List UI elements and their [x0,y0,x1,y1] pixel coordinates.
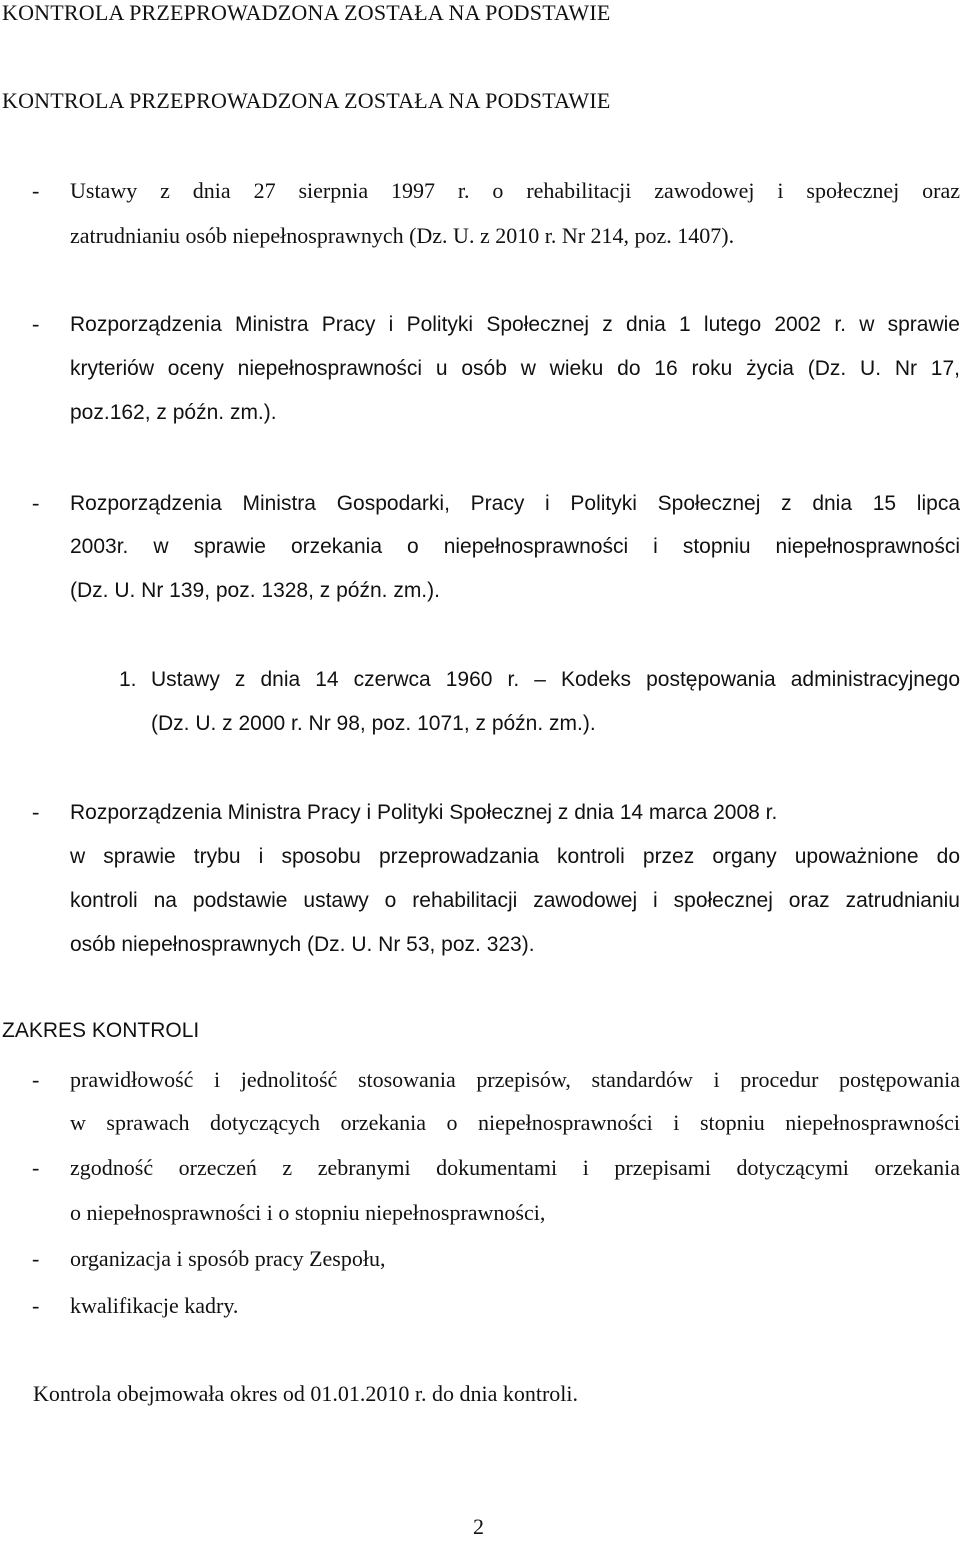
scope-4: kwalifikacje kadry. [70,1293,239,1318]
basis-2-line-2: kryteriów oceny niepełnosprawności u osób w wieku do 16 roku życia (Dz. U. Nr 17, [70,357,960,380]
basis-5-line-2: w sprawie trybu i sposobu przeprowadzania kontroli przez organy upoważnione do [70,845,960,868]
basis-3-line-2: 2003r. w sprawie orzekania o niepełnosprawności i stopniu niepełnosprawności [70,535,960,558]
header-title-1: KONTROLA PRZEPROWADZONA ZOSTAŁA NA PODSTAWIE [2,0,611,25]
basis-3-line-3: (Dz. U. Nr 139, poz. 1328, z późn. zm.). [70,579,440,602]
basis-4-line-1: Ustawy z dnia 14 czerwca 1960 r. – Kodeks postępowania administracyjnego [151,668,960,691]
basis-5-line-4: osób niepełnosprawnych (Dz. U. Nr 53, poz. 323). [70,933,535,956]
basis-5-line-1: Rozporządzenia Ministra Pracy i Polityki Społecznej z dnia 14 marca 2008 r. [70,801,778,824]
basis-4-line-2: (Dz. U. z 2000 r. Nr 98, poz. 1071, z późn. zm.). [151,712,596,735]
list-dash: - [32,1067,40,1092]
list-dash: - [32,1155,40,1180]
scope-title: ZAKRES KONTROLI [2,1019,200,1042]
basis-2-line-3: poz.162, z późn. zm.). [70,401,277,424]
scope-2-line-2: o niepełnosprawności i o stopniu niepełnosprawności, [70,1200,546,1225]
basis-2-line-1: Rozporządzenia Ministra Pracy i Polityki Społecznej z dnia 1 lutego 2002 r. w sprawie [70,313,960,336]
basis-4-number: 1. [119,668,137,691]
header-title-2: KONTROLA PRZEPROWADZONA ZOSTAŁA NA PODSTAWIE [2,88,611,113]
list-dash: - [32,1246,40,1271]
page-number: 2 [473,1514,484,1539]
basis-5-line-3: kontroli na podstawie ustawy o rehabilitacji zawodowej i społecznej oraz zatrudnianiu [70,889,960,912]
scope-2-line-1: zgodność orzeczeń z zebranymi dokumentami i przepisami dotyczącymi orzekania [70,1155,960,1180]
list-dash: - [32,178,40,203]
list-dash: - [32,311,40,336]
list-dash: - [32,799,40,824]
list-dash: - [32,1293,40,1318]
scope-3: organizacja i sposób pracy Zespołu, [70,1246,386,1271]
list-dash: - [32,490,40,515]
basis-3-line-1: Rozporządzenia Ministra Gospodarki, Pracy i Polityki Społecznej z dnia 15 lipca [70,492,960,515]
scope-1-line-1: prawidłowość i jednolitość stosowania przepisów, standardów i procedur postępowania [70,1067,960,1092]
basis-1-line-1: Ustawy z dnia 27 sierpnia 1997 r. o rehabilitacji zawodowej i społecznej oraz [70,178,960,203]
basis-1-line-2: zatrudnianiu osób niepełnosprawnych (Dz. U. z 2010 r. Nr 214, poz. 1407). [70,223,735,248]
control-period: Kontrola obejmowała okres od 01.01.2010 r. do dnia kontroli. [33,1381,579,1406]
scope-1-line-2: w sprawach dotyczących orzekania o niepełnosprawności i stopniu niepełnosprawności [70,1110,960,1135]
